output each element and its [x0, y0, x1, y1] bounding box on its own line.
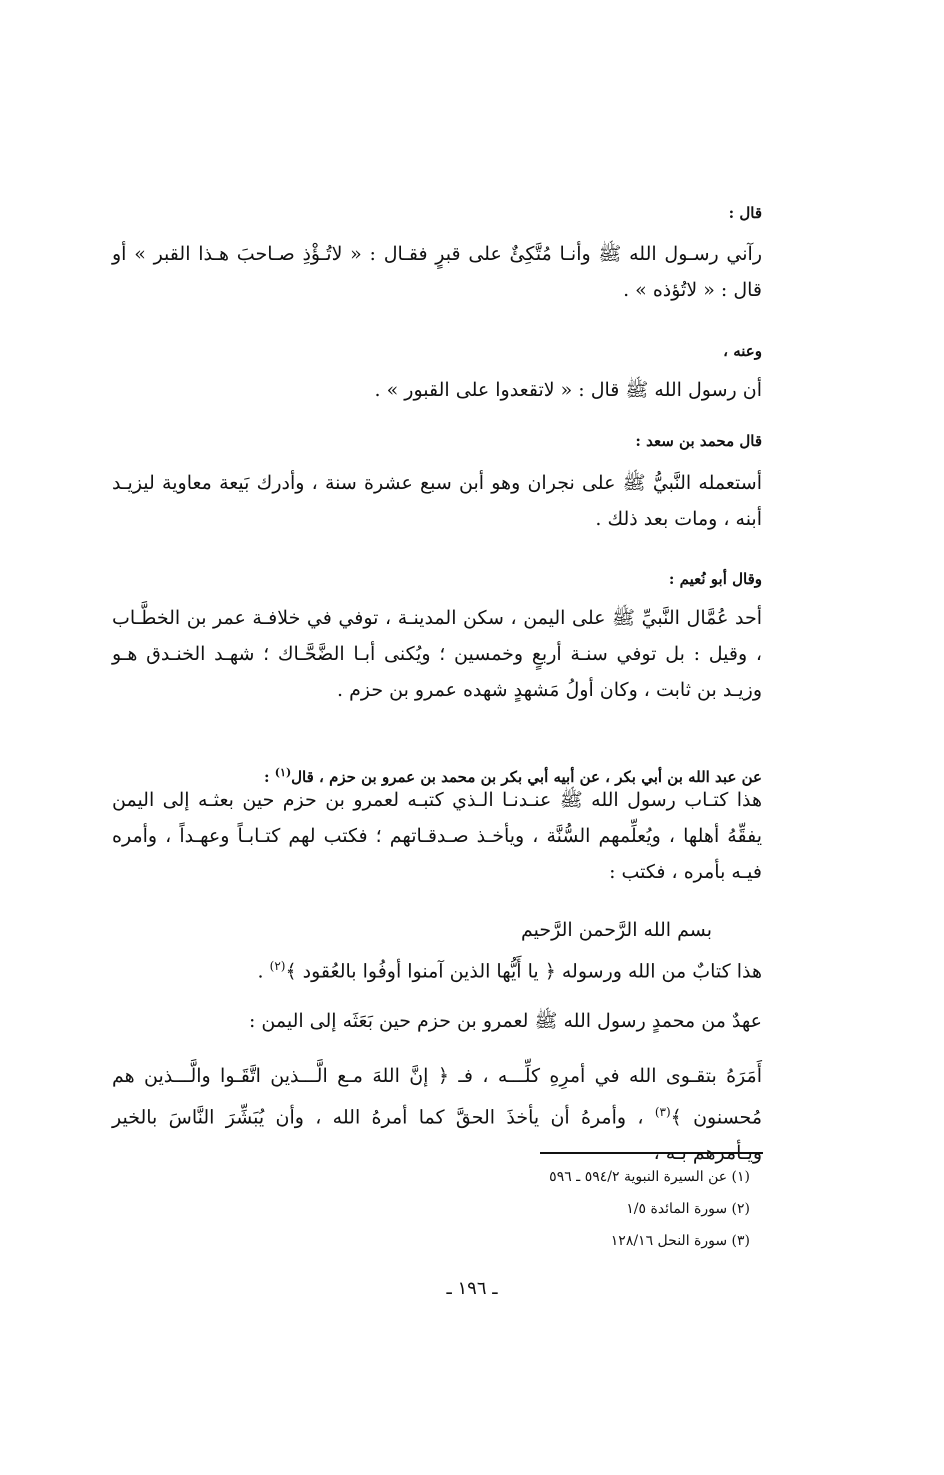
- footnote: (١) عن السيرة النبوية ٥٩٤/٢ ـ ٥٩٦: [549, 1169, 750, 1185]
- paragraph: [112, 1058, 762, 1171]
- page-number: ـ ١٩٦ ـ: [446, 1278, 498, 1299]
- footnote-ref: (٣): [654, 1105, 671, 1119]
- footnote: (٣) سورة النحل ١٢٨/١٦: [610, 1233, 750, 1249]
- heading-colon: :: [264, 768, 275, 786]
- section-heading: وقال أبو نُعيم :: [668, 570, 762, 588]
- footnote-ref: (١): [274, 766, 292, 779]
- paragraph: هذا كتـاب رسول الله ﷺ عنـدنـا الـذي كتبـه لعمرو بن حزم حين بعثـه إلى اليمن يفقِّهُ أهلها ، ويُعلِّمهم السُّنَّة ، ويأخـذ صـدقـاتهم ؛ فكتب لهم كتـابـاً وعهـداً ، وأمره فيـه بأمره ، فكتب :: [112, 789, 762, 883]
- paragraph-text: ، وأمرهُ أن يأخذَ الحقَّ كما أمرهُ الله ، وأن يُبَشِّرَ النَّاسَ بالخير ويـأمرهم بـه ،: [112, 1106, 762, 1165]
- heading-text: عن عبد الله بن أبي بكر ، عن أبيه أبي بكر بن محمد بن عمرو بن حزم ، قال: [291, 768, 762, 786]
- footnote-ref: (٢): [269, 959, 286, 973]
- letter-end: .: [257, 960, 270, 983]
- section-heading: وعنه ،: [723, 342, 762, 360]
- section-heading: قال :: [728, 204, 762, 222]
- letter-line: [112, 948, 762, 989]
- footnote-separator: [540, 1152, 763, 1154]
- paragraph-text: أَمَرَهُ بتقـوى الله في أمرِهِ كلِّـــه ، فـ ﴿ إنَّ اللهَ مـع الَّـــذين اتَّقَـوا والَّـــذين هم مُحسنون ﴾: [112, 1065, 762, 1129]
- paragraph: أحد عُمَّال النَّبيِّ ﷺ على اليمن ، سكن المدينـة ، توفي في خلافـة عمر بن الخطَّـاب ، وقيل : بل توفي سنـة أربعٍ وخمسين ؛ ويُكنى أبـا الضَّحَّـاك ؛ شهـد الخنـدق هـو وزيـد بن ثابت ، وكان أولُ مَشهدٍ شهده عمرو بن حزم .: [112, 607, 762, 701]
- footnote: (٢) سورة المائدة ١/٥: [626, 1201, 750, 1217]
- section-heading: قال محمد بن سعد :: [635, 432, 762, 450]
- basmala: بسم الله الرَّحمن الرَّحيم: [521, 919, 712, 941]
- paragraph: أستعمله النَّبيُّ ﷺ على نجران وهو أبن سبع عشرة سنة ، وأدرك بَيعة معاوية ليزيـد أبنه ، ومات بعد ذلك .: [112, 472, 762, 530]
- ahd-line: عهدٌ من محمدٍ رسول الله ﷺ لعمرو بن حزم حين بَعَثَه إلى اليمن :: [248, 1010, 762, 1032]
- letter-text: هذا كتابٌ من الله ورسوله ﴿ يا أَيُّها الذين آمنوا أوفُوا بالعُقود ﴾: [285, 960, 762, 983]
- paragraph: أن رسول الله ﷺ قال : « لاتقعدوا على القبور » .: [374, 379, 762, 401]
- paragraph: رآني رسـول الله ﷺ وأنـا مُتَّكِئٌ على قبرٍ فقـال : « لاتُـؤْذِ صـاحبَ هـذا القبر » أو قال : « لاتُؤذه » .: [112, 243, 762, 301]
